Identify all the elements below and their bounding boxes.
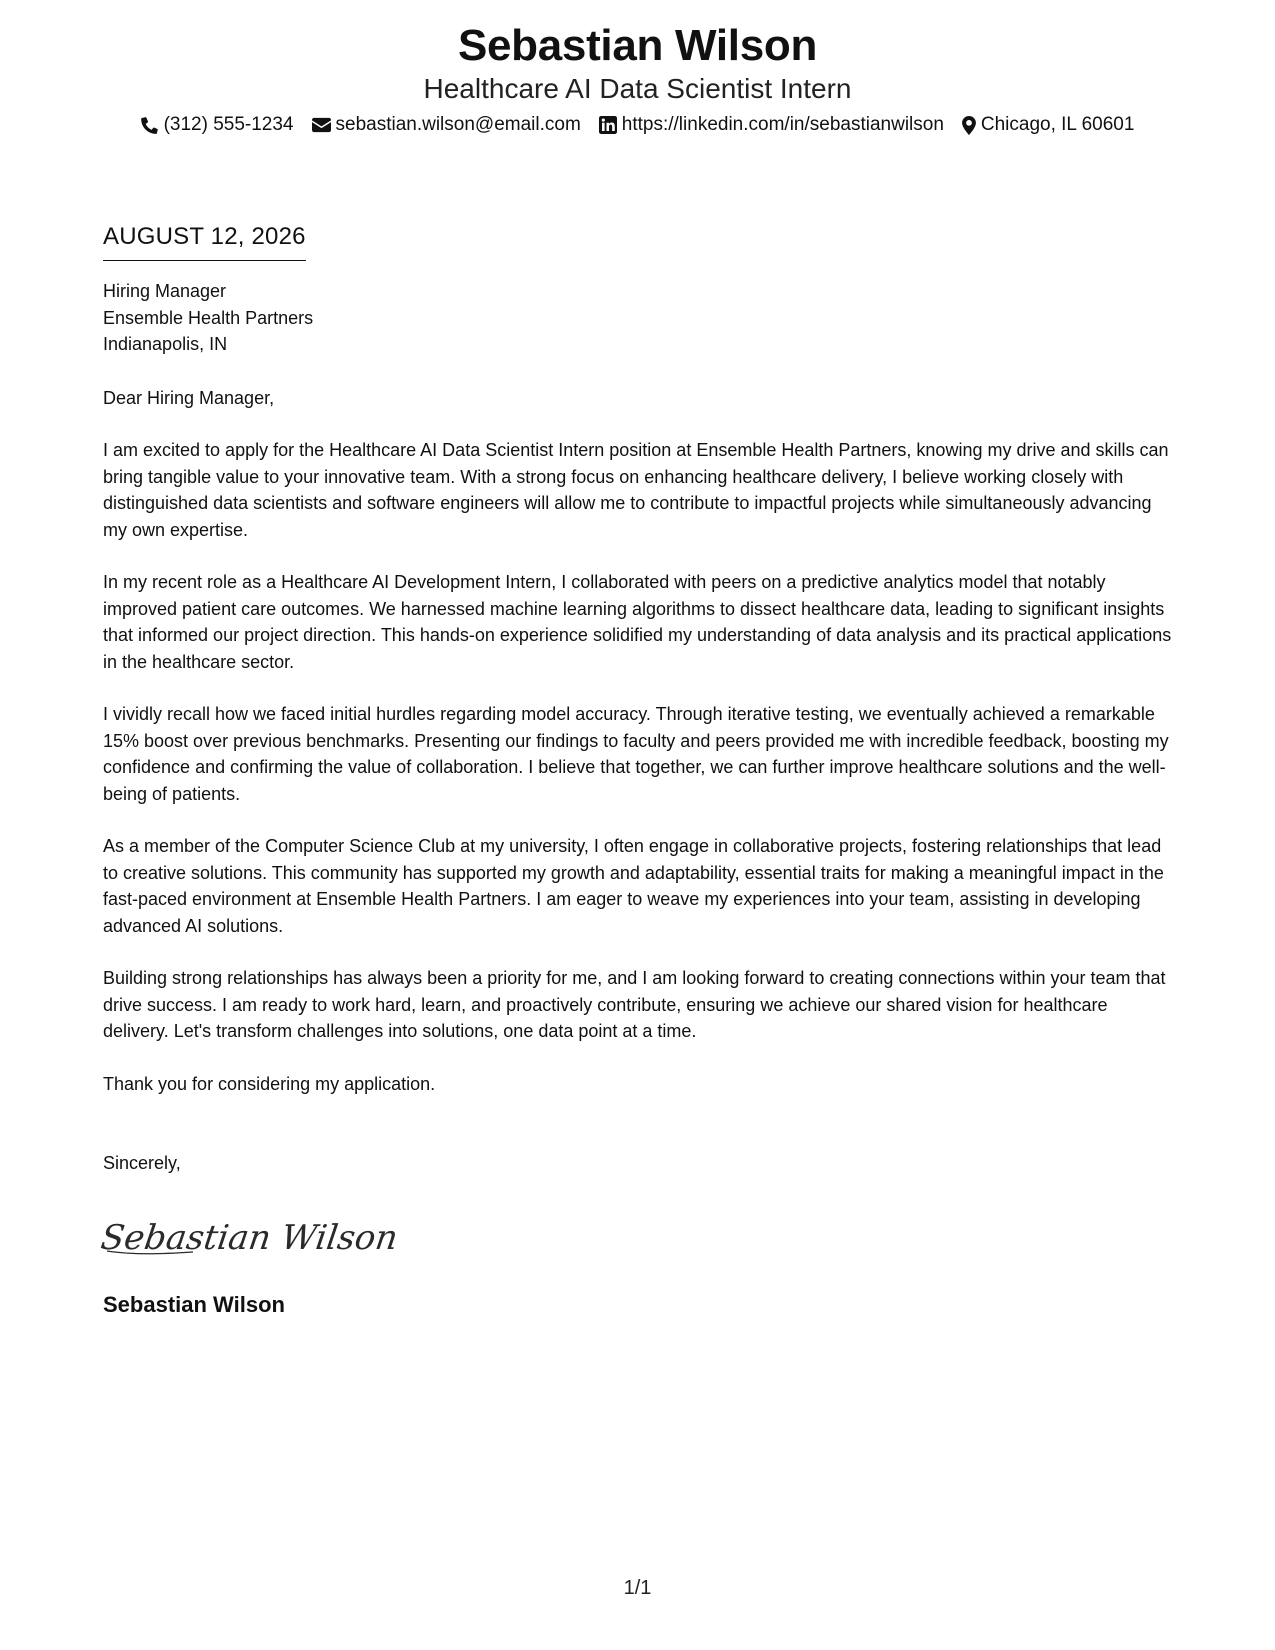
- salutation: Dear Hiring Manager,: [103, 387, 275, 408]
- body-paragraph: In my recent role as a Healthcare AI Development Intern, I collaborated with peers on a predictive analytics model that notably improved patient care outcomes. We harnessed machine learning algorithms to dissect healthcare data, leading to significant insights that informed our project direction. This hands-on experience solidified my understanding of data analysis and its practical applications in the healthcare sector.: [103, 572, 1172, 672]
- signer-name: Sebastian Wilson: [103, 1291, 285, 1317]
- handwritten-signature: [98, 1211, 1178, 1265]
- signature-graphic: [98, 1211, 401, 1265]
- body-paragraph: Building strong relationships has always been a priority for me, and I am looking forward to creating connections within your team that drive success. I am ready to work hard, learn, and proactively contribute, ensuring we achieve our shared vision for healthcare delivery. Let's transform challenges into solutions, one data point at a time.: [103, 968, 1166, 1041]
- envelope-icon: [312, 117, 331, 133]
- linkedin-icon: [599, 116, 617, 134]
- letter-header: [0, 18, 1275, 138]
- body-paragraph: As a member of the Computer Science Club at my university, I often engage in collaborative projects, fostering relationships that lead to creative solutions. This community has supported my growth and adaptability, essential traits for making a meaningful impact in the fast-paced environment at Ensemble Health Partners. I am eager to weave my experiences into your team, assisting in developing advanced AI solutions.: [103, 836, 1164, 936]
- contact-linkedin[interactable]: [599, 112, 944, 138]
- letter-body: [98, 222, 1178, 1319]
- phone-icon: [141, 116, 159, 134]
- contact-info-row: [0, 112, 1275, 138]
- applicant-job-title: Healthcare AI Data Scientist Intern: [423, 73, 852, 104]
- recipient-company: Ensemble Health Partners: [103, 307, 314, 328]
- body-paragraph: I am excited to apply for the Healthcare AI Data Scientist Intern position at Ensemble Health Partners, knowing my drive and skills can bring tangible value to your innovative team. With a strong focus on enhancing healthcare delivery, I believe working closely with distinguished data scientists and software engineers will allow me to contribute to impactful projects while simultaneously advancing my own expertise.: [103, 440, 1169, 540]
- recipient-block: [103, 278, 1178, 358]
- signoff: Sincerely,: [103, 1153, 181, 1173]
- letter-date: AUGUST 12, 2026: [103, 222, 306, 261]
- contact-email[interactable]: [312, 112, 581, 138]
- contact-email-text[interactable]: sebastian.wilson@email.com: [335, 114, 581, 135]
- contact-phone-text: (312) 555-1234: [163, 114, 294, 135]
- page-number: 1/1: [623, 1577, 652, 1599]
- body-paragraph: I vividly recall how we faced initial hurdles regarding model accuracy. Through iterative testing, we eventually achieved a remarkable 15% boost over previous benchmarks. Presenting our findings to faculty and peers provided me with incredible feedback, boosting my confidence and confirming the value of collaboration. I believe that together, we can further improve healthcare solutions and the well-being of patients.: [103, 704, 1169, 804]
- recipient-title: Hiring Manager: [103, 281, 227, 301]
- map-pin-icon: [962, 116, 976, 135]
- recipient-location: Indianapolis, IN: [103, 334, 228, 354]
- contact-phone: [141, 112, 294, 138]
- closing-thanks: Thank you for considering my application.: [103, 1073, 436, 1094]
- contact-linkedin-text[interactable]: https://linkedin.com/in/sebastianwilson: [621, 114, 944, 135]
- contact-location: [962, 112, 1135, 138]
- applicant-name: Sebastian Wilson: [457, 21, 818, 70]
- contact-location-text: Chicago, IL 60601: [980, 114, 1135, 135]
- signature-script-text: Sebastian Wilson: [98, 1217, 401, 1258]
